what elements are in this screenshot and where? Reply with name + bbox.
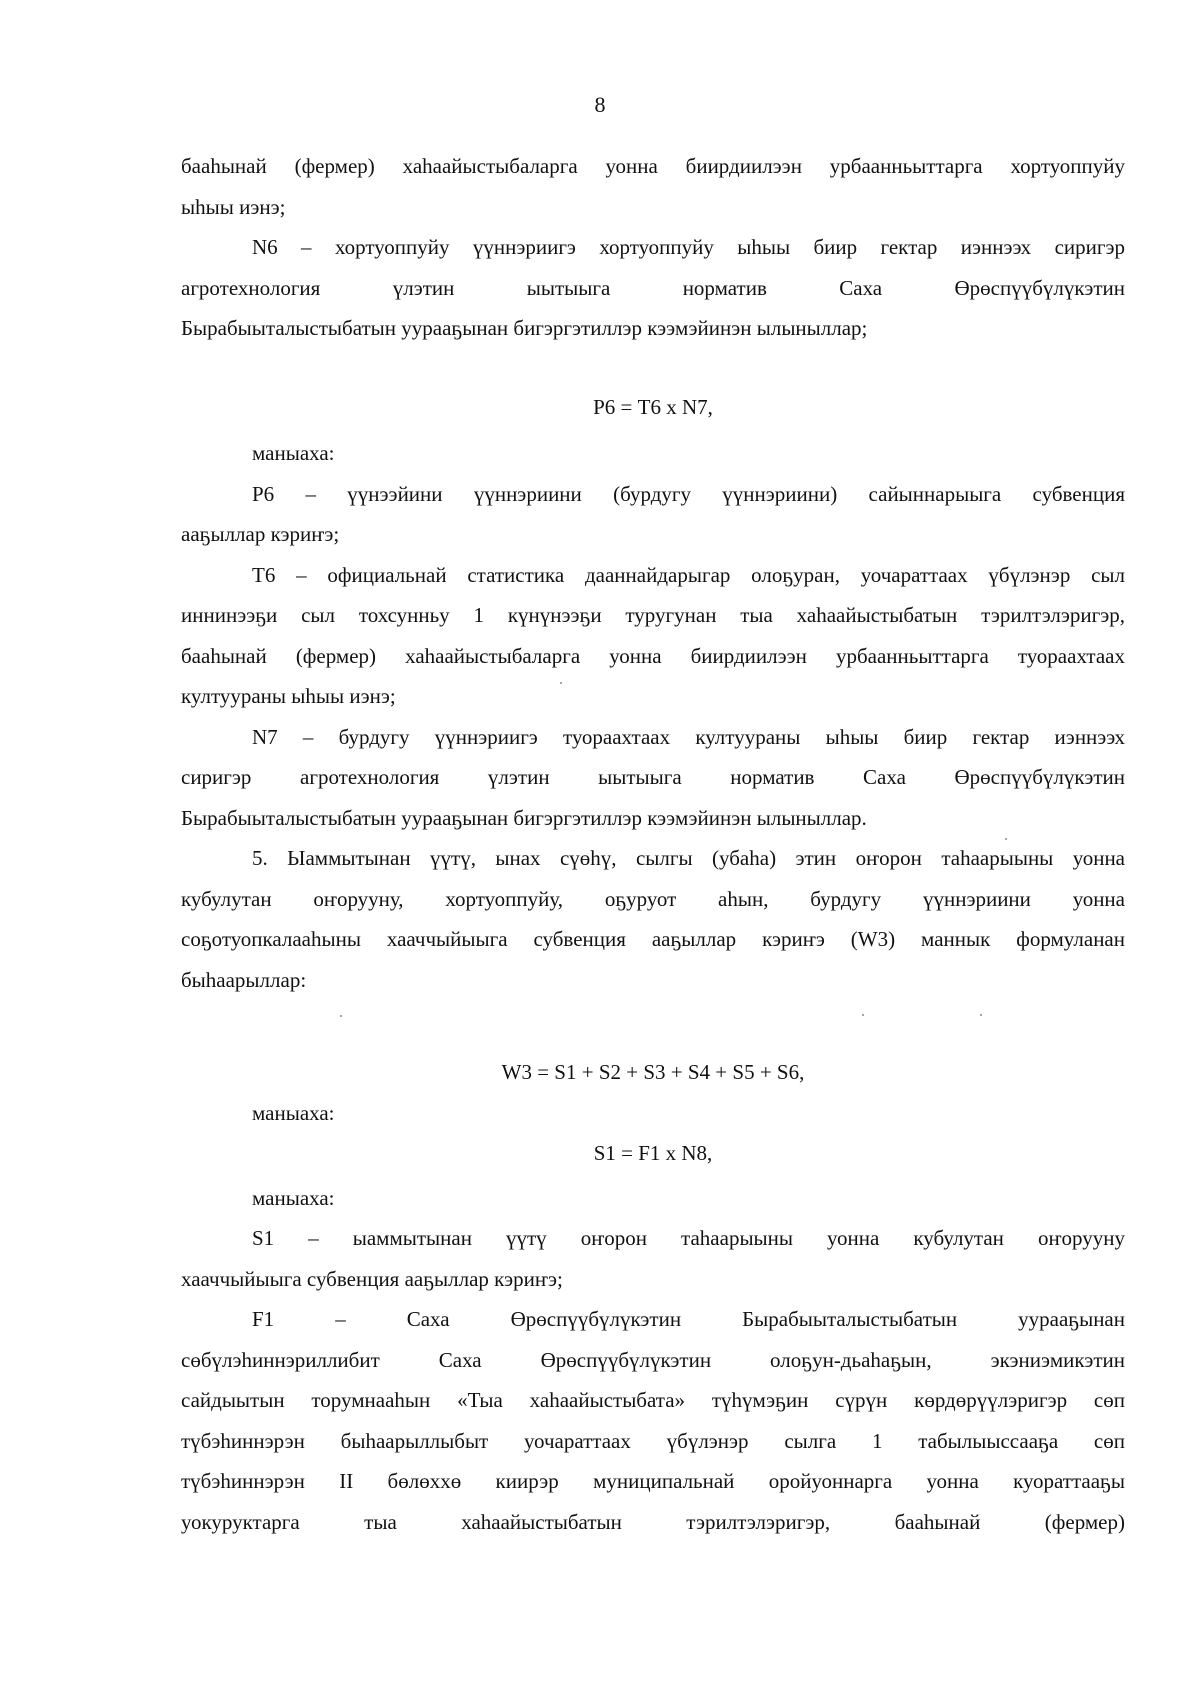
where-label: маныаха: bbox=[252, 1100, 335, 1125]
formula-p6: Р6 = Т6 х N7, bbox=[593, 394, 713, 419]
text-line: N7 – бурдугу үүннэриигэ туораахтаах култуураны ыһыы биир гектар иэннээх bbox=[252, 724, 1125, 749]
text-line: сайдыытын торумнааһын «Тыа хаһаайыстыбата» түһүмэҕин сүрүн көрдөрүүлэригэр сөп bbox=[181, 1388, 1125, 1412]
text-line: кубулутан оҥорууну, хортуоппуйу, оҕуруот аһын, бурдугу үүннэриини уонна bbox=[181, 886, 1125, 911]
paragraph-section-5 bbox=[181, 838, 1125, 1000]
paragraph-n6 bbox=[181, 227, 1125, 349]
text-line: Р6 – үүнээйини үүннэриини (бурдугу үүннэриини) сайыннарыыга субвенция bbox=[252, 481, 1125, 506]
text-line: түбэһиннэрэн быһаарыллыбыт уочараттаах үбүлэнэр сылга 1 табылыыссааҕа сөп bbox=[181, 1428, 1125, 1453]
text-line: уокуруктарга тыа хаһаайыстыбатын тэрилтэлэригэр, бааһынай (фермер) bbox=[181, 1509, 1125, 1534]
scan-speck bbox=[862, 1014, 864, 1016]
text-line: агротехнология үлэтин ыытыыга норматив Саха Өрөспүүбүлүкэтин bbox=[181, 275, 1125, 300]
text-line: S1 – ыаммытынан үүтү оҥорон таһаарыыны уонна кубулутан оҥорууну bbox=[252, 1226, 1125, 1250]
text-line: хааччыйыыга субвенция ааҕыллар кэриҥэ; bbox=[181, 1266, 563, 1291]
formula-s1: S1 = F1 х N8, bbox=[593, 1141, 713, 1165]
text-line: соҕотуопкалааһыны хааччыйыыга субвенция ааҕыллар кэриҥэ (W3) маннык формуланан bbox=[181, 927, 1125, 951]
text-line: түбэһиннэрэн II бөлөххө киирэр муниципальнай оройуоннарга уонна куораттааҕы bbox=[181, 1469, 1125, 1493]
paragraph-p6 bbox=[181, 474, 1125, 555]
page-number: 8 bbox=[594, 92, 606, 117]
text-line: сөбүлэһиннэриллибит Саха Өрөспүүбүлүкэтин олоҕун-дьаһаҕын, экэниэмикэтин bbox=[181, 1347, 1125, 1372]
scan-speck bbox=[980, 1014, 982, 1016]
where-label: маныаха: bbox=[252, 441, 335, 465]
where-label: маныаха: bbox=[252, 1185, 335, 1210]
paragraph-t6 bbox=[181, 555, 1125, 717]
text-line: сиригэр агротехнология үлэтин ыытыыга норматив Саха Өрөспүүбүлүкэтин bbox=[181, 765, 1125, 789]
scan-speck bbox=[1005, 838, 1007, 840]
text-line: 5. Ыаммытынан үүтү, ынах сүөһү, сылгы (убаһа) этин оҥорон таһаарыыны уонна bbox=[252, 846, 1125, 870]
paragraph-s1 bbox=[181, 1218, 1125, 1299]
text-line: култуураны ыһыы иэнэ; bbox=[181, 684, 396, 708]
text-line: N6 – хортуоппуйу үүннэриигэ хортуоппуйу ыһыы биир гектар иэннээх сиригэр bbox=[252, 235, 1125, 259]
formula-w3: W3 = S1 + S2 + S3 + S4 + S5 + S6, bbox=[501, 1060, 805, 1084]
scan-speck bbox=[340, 1015, 342, 1017]
paragraph-f1 bbox=[181, 1299, 1125, 1542]
text-line: Бырабыыталыстыбатын уурааҕынан бигэргэтиллэр кээмэйинэн ылыныллар; bbox=[181, 316, 868, 340]
text-line: F1 – Саха Өрөспүүбүлүкэтин Бырабыыталыстыбатын уурааҕынан bbox=[252, 1307, 1125, 1331]
text-line: быһаарыллар: bbox=[181, 967, 307, 992]
text-line: бааһынай (фермер) хаһаайыстыбаларга уонна биирдиилээн урбаанньыттарга туораахтаах bbox=[181, 643, 1125, 668]
text-line: Бырабыыталыстыбатын уурааҕынан бигэргэтиллэр кээмэйинэн ылыныллар. bbox=[181, 805, 867, 830]
paragraph-n7 bbox=[181, 717, 1125, 839]
scan-speck bbox=[560, 682, 562, 684]
text-line: ааҕыллар кэриҥэ; bbox=[181, 522, 340, 546]
text-line: бааһынай (фермер) хаһаайыстыбаларга уонна биирдиилээн урбаанньыттарга хортуоппуйу bbox=[181, 154, 1125, 178]
paragraph-continuation bbox=[181, 146, 1125, 227]
document-body bbox=[181, 146, 1125, 1542]
text-line: иннинээҕи сыл тохсунньу 1 күнүнээҕи туругунан тыа хаһаайыстыбатын тэрилтэлэригэр, bbox=[181, 603, 1125, 627]
text-line: ыһыы иэнэ; bbox=[181, 194, 286, 219]
text-line: Т6 – официальнай статистика дааннайдарыгар олоҕуран, уочараттаах үбүлэнэр сыл bbox=[252, 562, 1125, 587]
